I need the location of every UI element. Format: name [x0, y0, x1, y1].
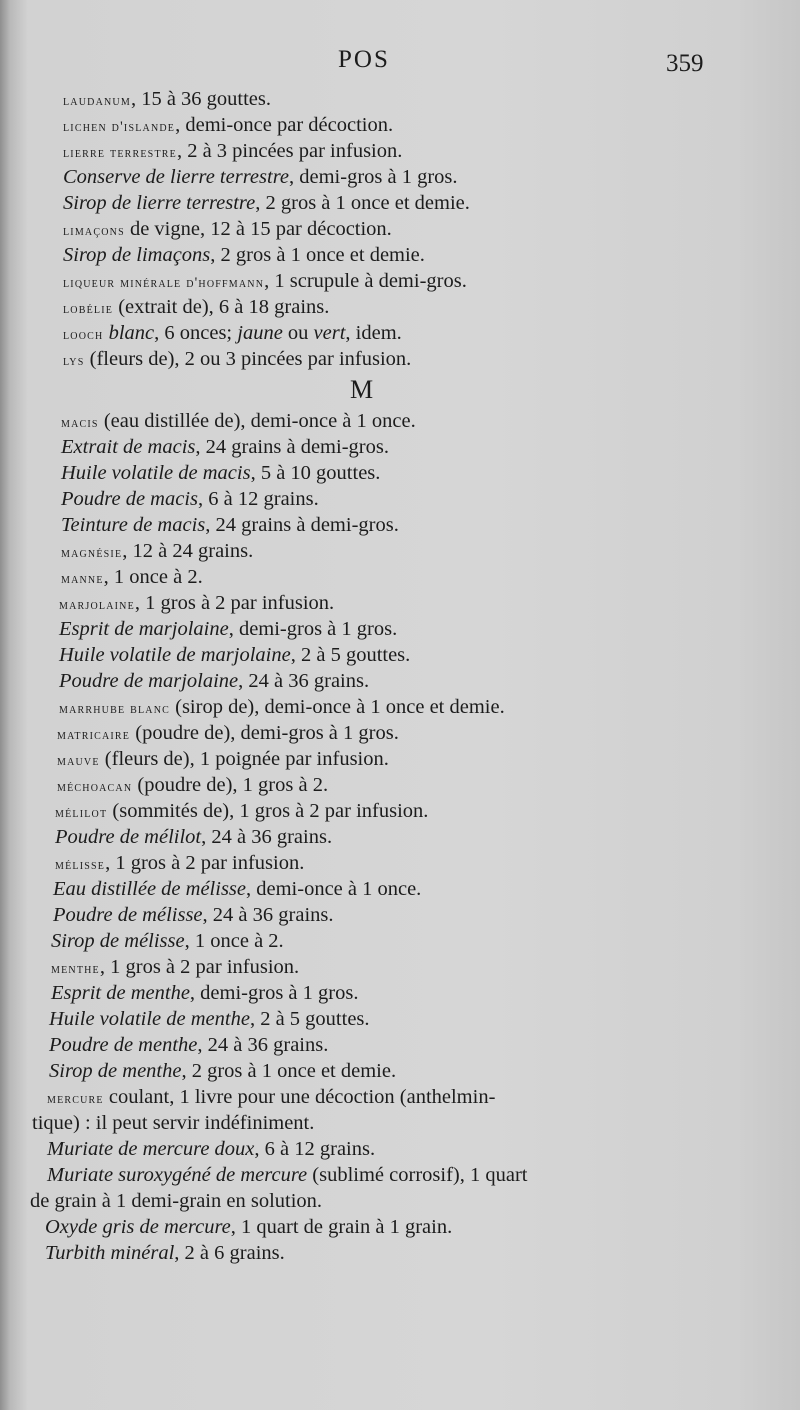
entry-text: (sirop de), demi-once à 1 once et demie.	[170, 696, 505, 718]
entry-text: , 24 grains à demi-gros.	[195, 436, 389, 458]
entry-text: (eau distillée de), demi-once à 1 once.	[98, 410, 416, 432]
entry-line	[0, 824, 800, 850]
entry-text: , demi-gros à 1 gros.	[228, 618, 398, 640]
entry-preparation: Poudre de mélisse	[53, 904, 203, 926]
entry-text: , 24 à 36 grains.	[201, 826, 333, 848]
entry-term: liqueur minérale d'hoffmann	[63, 275, 265, 291]
entry-preparation: Esprit de marjolaine	[59, 618, 229, 640]
entry-preparation: Huile volatile de marjolaine	[59, 644, 291, 666]
entry-line	[0, 112, 800, 138]
entry-line	[0, 772, 800, 798]
entry-preparation: Huile volatile de macis	[61, 462, 251, 484]
entry-text: de vigne, 12 à 15 par décoction.	[124, 218, 392, 240]
entry-term: mercure	[47, 1091, 104, 1107]
entry-term: mélisse	[55, 857, 106, 873]
entry-term: mauve	[57, 753, 100, 769]
entry-term: lierre terrestre	[63, 145, 177, 161]
entry-line	[0, 1058, 800, 1084]
entry-line	[0, 1110, 800, 1136]
entry-text: , 2 à 6 grains.	[174, 1242, 285, 1264]
entry-text: , 2 gros à 1 once et demie.	[210, 244, 425, 266]
entry-line	[0, 86, 800, 112]
entry-text: (sommités de), 1 gros à 2 par infusion.	[107, 800, 429, 822]
entry-text: , 5 à 10 gouttes.	[250, 462, 381, 484]
entry-line	[0, 980, 800, 1006]
entry-preparation: Sirop de mélisse	[51, 930, 185, 952]
entry-term: lys	[63, 353, 85, 369]
entry-line	[0, 1214, 800, 1240]
entry-text: , 15 à 36 gouttes.	[130, 88, 272, 110]
entry-preparation: Esprit de menthe	[51, 982, 190, 1004]
entry-text: , demi-gros à 1 gros.	[289, 166, 458, 188]
entry-text: , 24 à 36 grains.	[197, 1034, 329, 1056]
entry-text: , 24 à 36 grains.	[202, 904, 334, 926]
entry-preparation: Sirop de lierre terrestre	[63, 192, 256, 214]
entry-text: , 1 gros à 2 par infusion.	[134, 592, 335, 614]
entry-text: , 1 quart de grain à 1 grain.	[230, 1216, 453, 1238]
entry-text: , 6 à 12 grains.	[198, 488, 319, 510]
entry-term: limaçons	[63, 223, 125, 239]
entry-text: (fleurs de), 1 poignée par infusion.	[99, 748, 389, 770]
entry-preparation: Eau distillée de mélisse	[53, 878, 246, 900]
entry-preparation: Sirop de menthe	[49, 1060, 182, 1082]
entry-text: , 6 onces;	[154, 322, 238, 344]
entry-preparation: Conserve de lierre terrestre	[63, 166, 290, 188]
entry-line	[0, 1188, 800, 1214]
entry-line	[0, 216, 800, 242]
entry-preparation: Extrait de macis	[61, 436, 196, 458]
entry-text: , demi-once à 1 once.	[246, 878, 422, 900]
entry-line	[0, 642, 800, 668]
entry-line	[0, 268, 800, 294]
entry-term: lichen d'islande	[63, 119, 176, 135]
entry-term: laudanum	[63, 93, 131, 109]
entry-preparation: Muriate de mercure doux	[47, 1138, 255, 1160]
entry-text: , demi-once par décoction.	[175, 114, 394, 136]
entry-line	[0, 590, 800, 616]
entry-text: , 6 à 12 grains.	[254, 1138, 376, 1160]
entry-line	[0, 346, 800, 372]
entry-line	[0, 486, 800, 512]
entry-line	[0, 954, 800, 980]
entry-text: , 1 scrupule à demi-gros.	[264, 270, 467, 292]
entry-line	[0, 616, 800, 642]
entry-term: magnésie	[61, 545, 123, 561]
entry-line	[0, 1084, 800, 1110]
entry-line	[0, 876, 800, 902]
entry-preparation: Poudre de mélilot	[55, 826, 202, 848]
entry-line	[0, 746, 800, 772]
entry-line	[0, 798, 800, 824]
entry-line	[0, 294, 800, 320]
running-head	[0, 46, 800, 86]
entry-term: matricaire	[57, 727, 131, 743]
entry-preparation: Poudre de macis	[61, 488, 199, 510]
entry-text: , 1 once à 2.	[184, 930, 284, 952]
entry-line	[0, 190, 800, 216]
entry-preparation: Muriate suroxygéné de mercure	[47, 1164, 308, 1186]
entry-preparation: Sirop de limaçons	[63, 244, 211, 266]
entry-line	[0, 408, 800, 434]
entry-line	[0, 1136, 800, 1162]
entry-text: (sublimé corrosif), 1 quart	[307, 1164, 528, 1186]
entry-term: manne	[61, 571, 104, 587]
entry-text: tique) : il peut servir indéfiniment.	[32, 1112, 315, 1134]
entry-preparation: Oxyde gris de mercure	[45, 1216, 231, 1238]
entry-text: , 24 grains à demi-gros.	[205, 514, 399, 536]
entry-text: , 2 à 3 pincées par infusion.	[176, 140, 403, 162]
entry-term: looch	[63, 327, 104, 343]
entry-text: , 2 à 5 gouttes.	[290, 644, 411, 666]
entry-term: mélilot	[55, 805, 108, 821]
entry-line	[0, 138, 800, 164]
entry-preparation: vert	[313, 322, 346, 344]
entry-line	[0, 1032, 800, 1058]
entry-term: macis	[61, 415, 99, 431]
entry-line	[0, 242, 800, 268]
entry-text: , 1 gros à 2 par infusion.	[105, 852, 305, 874]
entry-preparation: jaune	[237, 322, 283, 344]
entry-text: ou	[282, 322, 314, 344]
entry-term: lobélie	[63, 301, 114, 317]
entry-text: , 2 gros à 1 once et demie.	[255, 192, 470, 214]
entry-line	[0, 1006, 800, 1032]
entry-line	[0, 1240, 800, 1266]
entry-term: menthe	[51, 961, 100, 977]
entry-preparation: Poudre de marjolaine	[59, 670, 239, 692]
entry-line	[0, 668, 800, 694]
entry-line	[0, 538, 800, 564]
entry-line	[0, 902, 800, 928]
entry-text: , 2 à 5 gouttes.	[249, 1008, 370, 1030]
entry-text: , 1 once à 2.	[103, 566, 203, 588]
running-head-title: POS	[338, 46, 390, 73]
entry-line	[0, 694, 800, 720]
entry-line	[0, 850, 800, 876]
entry-preparation: Poudre de menthe	[49, 1034, 198, 1056]
entry-line	[0, 164, 800, 190]
dosage-entries	[0, 86, 800, 1266]
entry-preparation: Turbith minéral	[45, 1242, 175, 1264]
entry-term: marrhube blanc	[59, 701, 170, 717]
entry-line	[0, 320, 800, 346]
entry-line	[0, 512, 800, 538]
entry-text: , idem.	[345, 322, 402, 344]
section-letter: M	[350, 375, 374, 404]
entry-line	[0, 460, 800, 486]
entry-term: méchoacan	[57, 779, 133, 795]
entry-text: (fleurs de), 2 ou 3 pincées par infusion.	[84, 348, 412, 370]
entry-line	[0, 564, 800, 590]
entry-text: , 2 gros à 1 once et demie.	[181, 1060, 397, 1082]
entry-line	[0, 1162, 800, 1188]
entry-line	[0, 928, 800, 954]
entry-line	[0, 720, 800, 746]
entry-line	[0, 434, 800, 460]
entry-text: (extrait de), 6 à 18 grains.	[113, 296, 330, 318]
entry-text: coulant, 1 livre pour une décoction (anthelmin-	[103, 1086, 496, 1108]
entry-text: , 12 à 24 grains.	[122, 540, 254, 562]
entry-preparation: Teinture de macis	[61, 514, 206, 536]
page-number: 359	[666, 50, 704, 77]
entry-preparation: blanc	[108, 322, 155, 344]
entry-text: de grain à 1 demi-grain en solution.	[30, 1190, 323, 1212]
entry-text: , 24 à 36 grains.	[238, 670, 370, 692]
entry-preparation: Huile volatile de menthe	[49, 1008, 250, 1030]
entry-text: (poudre de), 1 gros à 2.	[132, 774, 329, 796]
entry-text: (poudre de), demi-gros à 1 gros.	[130, 722, 399, 744]
entry-text: , demi-gros à 1 gros.	[189, 982, 359, 1004]
entry-text: , 1 gros à 2 par infusion.	[99, 956, 300, 978]
entry-term: marjolaine	[59, 597, 135, 613]
